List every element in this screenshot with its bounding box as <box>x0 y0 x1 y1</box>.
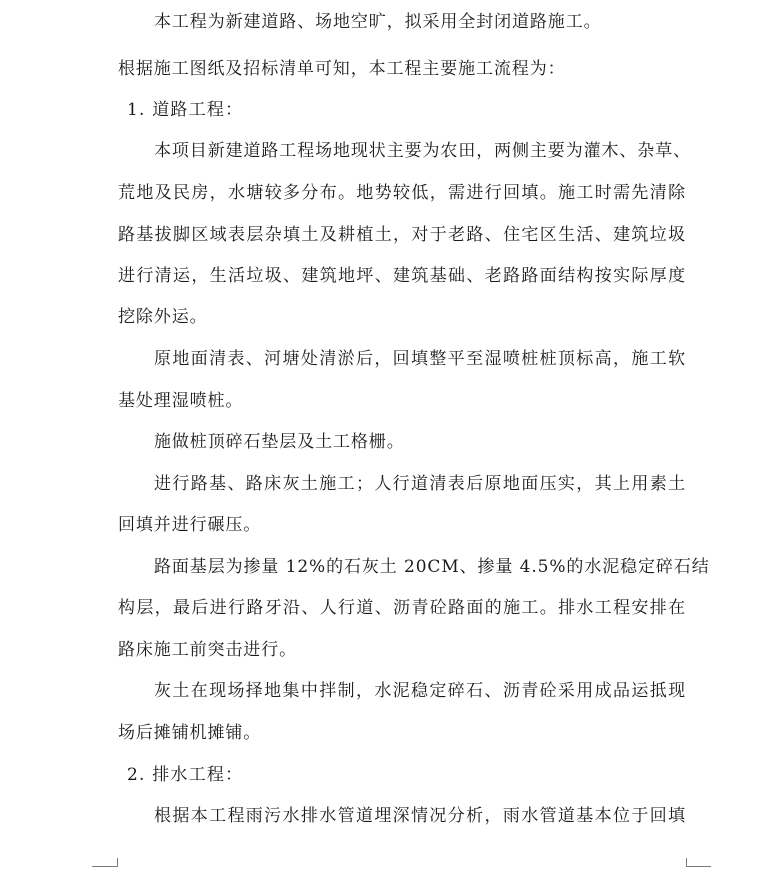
page-corner-mark-right <box>686 866 711 867</box>
paragraph-line: 本项目新建道路工程场地现状主要为农田，两侧主要为灌木、杂草、 <box>154 141 691 161</box>
paragraph-line: 路面基层为掺量 12%的石灰土 20CM、掺量 4.5%的水泥稳定碎石结 <box>154 557 710 577</box>
page-corner-mark-right-vertical <box>686 858 687 867</box>
paragraph-line: 场后摊铺机摊铺。 <box>118 723 262 743</box>
page-corner-mark-left <box>92 866 118 867</box>
paragraph-line: 回填并进行碾压。 <box>118 515 262 535</box>
paragraph-line: 灰土在现场择地集中拌制，水泥稳定碎石、沥青砼采用成品运抵现 <box>154 681 686 701</box>
paragraph-line: 荒地及民房，水塘较多分布。地势较低，需进行回填。施工时需先清除 <box>118 183 686 203</box>
paragraph-line: 进行清运，生活垃圾、建筑地坪、建筑基础、老路路面结构按实际厚度 <box>118 266 686 286</box>
paragraph-line: 根据施工图纸及招标清单可知，本工程主要施工流程为： <box>118 59 566 79</box>
paragraph-line: 路基拔脚区域表层杂填土及耕植土，对于老路、住宅区生活、建筑垃圾 <box>118 225 686 245</box>
paragraph-line: 构层，最后进行路牙沿、人行道、沥青砼路面的施工。排水工程安排在 <box>118 598 686 618</box>
paragraph-line: 本工程为新建道路、场地空旷，拟采用全封闭道路施工。 <box>154 12 602 32</box>
paragraph-line: 基处理湿喷桩。 <box>118 391 244 411</box>
paragraph-line: 根据本工程雨污水排水管道埋深情况分析，雨水管道基本位于回填 <box>154 806 686 826</box>
paragraph-line: 原地面清表、河塘处清淤后，回填整平至湿喷桩桩顶标高，施工软 <box>154 349 686 369</box>
paragraph-line: 施做桩顶碎石垫层及土工格栅。 <box>154 432 405 452</box>
section-heading-drainage: 2. 排水工程： <box>127 765 244 785</box>
paragraph-line: 挖除外运。 <box>118 307 208 327</box>
page-corner-mark-left-vertical <box>117 858 118 867</box>
section-heading-roads: 1. 道路工程： <box>127 100 244 120</box>
paragraph-line: 路床施工前突击进行。 <box>118 640 297 660</box>
paragraph-line: 进行路基、路床灰土施工；人行道清表后原地面压实，其上用素土 <box>154 474 686 494</box>
